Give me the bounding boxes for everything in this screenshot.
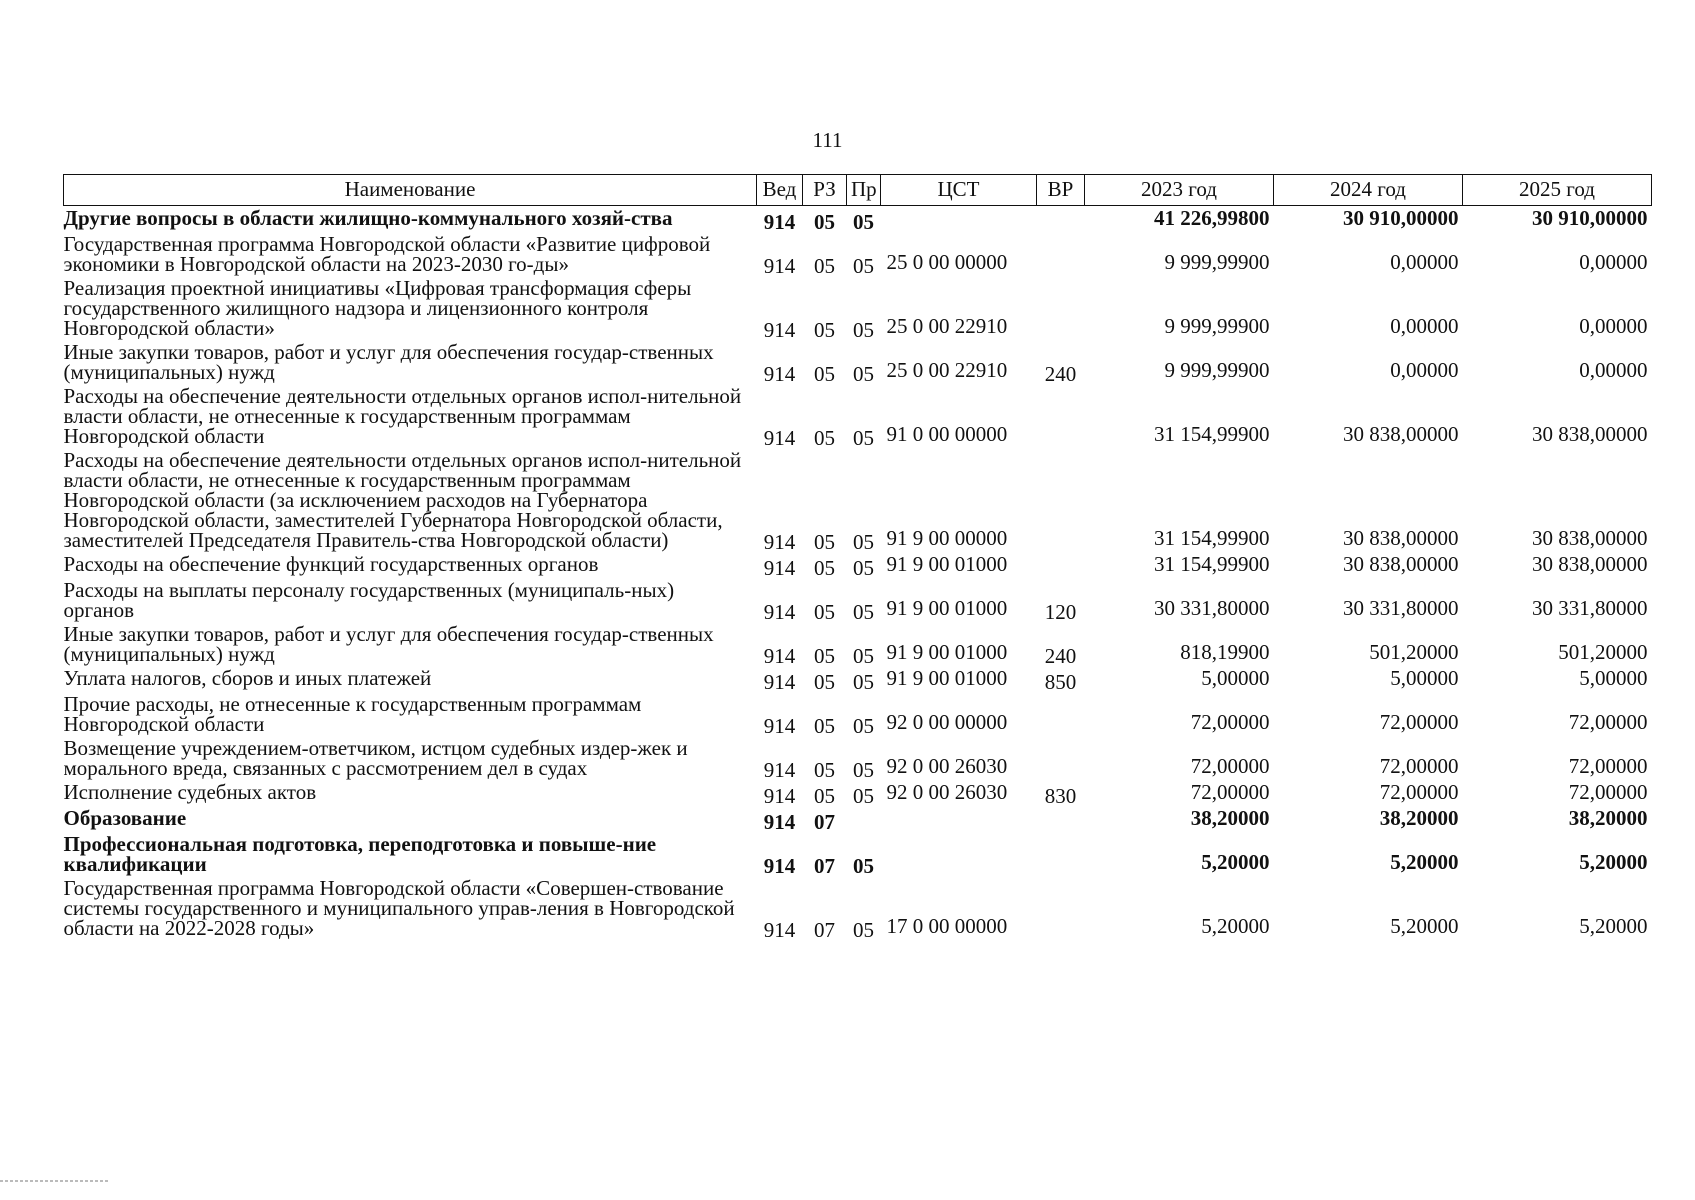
row-rz: 07 [814, 810, 835, 834]
row-2023: 72,00000 [1190, 754, 1270, 778]
row-2025: 0,00000 [1579, 314, 1648, 338]
row-cst: 91 0 00 00000 [886, 422, 1008, 446]
header-rz: РЗ [803, 175, 847, 206]
row-name: Другие вопросы в области жилищно-коммунального хозяй-ства [63, 206, 673, 230]
row-name: Образование [63, 806, 187, 830]
row-cst: 25 0 00 22910 [886, 358, 1008, 382]
row-pr: 05 [853, 210, 874, 234]
row-vr [1037, 552, 1085, 578]
row-ved: 914 [763, 784, 796, 808]
table-row [64, 578, 1652, 622]
row-vr [1037, 206, 1085, 233]
row-ved: 914 [763, 600, 796, 624]
row-2023: 9 999,99900 [1164, 314, 1270, 338]
table-row [64, 736, 1652, 780]
row-vr [1037, 232, 1085, 276]
table-row [64, 340, 1652, 384]
row-pr: 05 [853, 254, 874, 278]
header-ved: Вед [757, 175, 803, 206]
table-row [64, 384, 1652, 448]
row-cst: 92 0 00 00000 [886, 710, 1008, 734]
row-name: Иные закупки товаров, работ и услуг для обеспечения государ-ственных (муниципальных) нужд [63, 340, 714, 384]
row-2025: 30 838,00000 [1532, 422, 1648, 446]
row-cst: 91 9 00 01000 [886, 666, 1008, 690]
row-vr [1037, 448, 1085, 552]
row-pr: 05 [853, 758, 874, 782]
row-rz: 05 [814, 644, 835, 668]
scan-artifact [0, 1180, 110, 1182]
table-row [64, 448, 1652, 552]
row-2025: 5,20000 [1579, 850, 1648, 874]
row-2024: 0,00000 [1390, 250, 1459, 274]
row-cst [881, 832, 1037, 876]
header-name: Наименование [64, 175, 757, 206]
row-ved: 914 [763, 758, 796, 782]
row-ved: 914 [763, 210, 796, 234]
row-2024: 5,20000 [1390, 850, 1459, 874]
budget-table [63, 174, 1652, 940]
row-2024: 5,20000 [1390, 914, 1459, 938]
row-pr: 05 [853, 784, 874, 808]
row-name: Возмещение учреждением-ответчиком, истцом судебных издер-жек и морального вреда, связанных с рассмотрением дел в судах [63, 736, 688, 780]
row-rz: 05 [814, 556, 835, 580]
row-name: Иные закупки товаров, работ и услуг для обеспечения государ-ственных (муниципальных) нужд [63, 622, 714, 666]
row-name: Профессиональная подготовка, переподготовка и повыше-ние квалификации [63, 832, 657, 876]
row-cst: 25 0 00 22910 [886, 314, 1008, 338]
row-name: Уплата налогов, сборов и иных платежей [63, 666, 432, 690]
row-2025: 5,20000 [1579, 914, 1648, 938]
row-2023: 41 226,99800 [1154, 206, 1270, 230]
header-cst: ЦСТ [881, 175, 1037, 206]
row-2025: 30 910,00000 [1532, 206, 1648, 230]
row-2023: 72,00000 [1190, 780, 1270, 804]
row-pr: 05 [853, 318, 874, 342]
row-2025: 30 838,00000 [1532, 526, 1648, 550]
row-cst: 91 9 00 00000 [886, 526, 1008, 550]
row-2023: 31 154,99900 [1154, 552, 1270, 576]
row-vr [1037, 384, 1085, 448]
row-2023: 38,20000 [1190, 806, 1270, 830]
row-pr: 05 [853, 426, 874, 450]
row-pr: 05 [853, 362, 874, 386]
row-vr: 120 [1044, 600, 1077, 624]
header-vr: ВР [1037, 175, 1085, 206]
row-ved: 914 [763, 670, 796, 694]
table-body [64, 206, 1652, 941]
table-row [64, 780, 1652, 806]
row-2024: 72,00000 [1379, 754, 1459, 778]
header-2025: 2025 год [1463, 175, 1652, 206]
row-2025: 30 331,80000 [1532, 596, 1648, 620]
row-2025: 72,00000 [1568, 754, 1648, 778]
row-pr: 05 [853, 918, 874, 942]
row-pr: 05 [853, 530, 874, 554]
row-2024: 501,20000 [1369, 640, 1459, 664]
row-cst [881, 806, 1037, 832]
header-2023: 2023 год [1085, 175, 1274, 206]
table-row [64, 832, 1652, 876]
row-vr: 830 [1044, 784, 1077, 808]
row-cst: 92 0 00 26030 [886, 780, 1008, 804]
row-2023: 30 331,80000 [1154, 596, 1270, 620]
row-name: Реализация проектной инициативы «Цифровая трансформация сферы государственного жилищного надзора и лицензионного контроля Новгородской области» [63, 276, 692, 340]
table-row [64, 206, 1652, 233]
row-ved: 914 [763, 530, 796, 554]
table-row [64, 806, 1652, 832]
row-vr: 240 [1044, 362, 1077, 386]
row-2024: 0,00000 [1390, 358, 1459, 382]
row-2023: 31 154,99900 [1154, 422, 1270, 446]
row-2025: 38,20000 [1568, 806, 1648, 830]
row-pr: 05 [853, 670, 874, 694]
row-2023: 9 999,99900 [1164, 358, 1270, 382]
table-row [64, 692, 1652, 736]
row-cst [881, 206, 1037, 233]
row-pr: 05 [853, 714, 874, 738]
row-name: Расходы на обеспечение деятельности отдельных органов испол-нительной власти области, не отнесенные к государственным программам Новгородской области (за исключением расходов на Губернатора Новгородской области, заместителей Губернатора Новгородской области, заместителей Председателя Правитель-ства Новгородской области) [63, 448, 742, 552]
row-2024: 30 838,00000 [1343, 552, 1459, 576]
row-2024: 38,20000 [1379, 806, 1459, 830]
row-2023: 818,19900 [1180, 640, 1270, 664]
row-cst: 17 0 00 00000 [886, 914, 1008, 938]
row-name: Расходы на выплаты персоналу государственных (муниципаль-ных) органов [63, 578, 675, 622]
table-row [64, 876, 1652, 940]
row-rz: 05 [814, 362, 835, 386]
row-vr: 240 [1044, 644, 1077, 668]
row-ved: 914 [763, 318, 796, 342]
row-pr: 05 [853, 644, 874, 668]
row-rz: 05 [814, 530, 835, 554]
row-cst: 91 9 00 01000 [886, 640, 1008, 664]
row-ved: 914 [763, 918, 796, 942]
row-2023: 72,00000 [1190, 710, 1270, 734]
row-name: Расходы на обеспечение деятельности отдельных органов испол-нительной власти области, не отнесенные к государственным программам Новгородской области [63, 384, 742, 448]
row-cst: 91 9 00 01000 [886, 552, 1008, 576]
row-rz: 05 [814, 670, 835, 694]
row-2024: 5,00000 [1390, 666, 1459, 690]
row-name: Прочие расходы, не отнесенные к государственным программам Новгородской области [63, 692, 642, 736]
row-2024: 30 838,00000 [1343, 422, 1459, 446]
row-name: Расходы на обеспечение функций государственных органов [63, 552, 599, 576]
row-2023: 5,00000 [1201, 666, 1270, 690]
header-pr: Пр [847, 175, 881, 206]
row-ved: 914 [763, 644, 796, 668]
row-2025: 72,00000 [1568, 710, 1648, 734]
row-2025: 0,00000 [1579, 358, 1648, 382]
row-pr: 05 [853, 854, 874, 878]
row-vr [1037, 806, 1085, 832]
row-vr [1037, 276, 1085, 340]
page-number: 111 [812, 128, 843, 152]
row-rz: 05 [814, 714, 835, 738]
row-ved: 914 [763, 254, 796, 278]
row-vr [1037, 736, 1085, 780]
row-2023: 9 999,99900 [1164, 250, 1270, 274]
row-2023: 5,20000 [1201, 850, 1270, 874]
row-pr: 05 [853, 600, 874, 624]
table-row [64, 622, 1652, 666]
row-rz: 05 [814, 426, 835, 450]
row-vr [1037, 692, 1085, 736]
row-ved: 914 [763, 854, 796, 878]
row-2025: 501,20000 [1558, 640, 1648, 664]
table-row [64, 552, 1652, 578]
table-header [64, 175, 1652, 206]
row-vr: 850 [1044, 670, 1077, 694]
row-2024: 72,00000 [1379, 710, 1459, 734]
row-pr: 05 [853, 556, 874, 580]
row-rz: 05 [814, 254, 835, 278]
row-ved: 914 [763, 426, 796, 450]
row-2024: 72,00000 [1379, 780, 1459, 804]
row-2025: 0,00000 [1579, 250, 1648, 274]
row-2023: 31 154,99900 [1154, 526, 1270, 550]
row-ved: 914 [763, 556, 796, 580]
row-rz: 05 [814, 210, 835, 234]
row-2024: 30 331,80000 [1343, 596, 1459, 620]
row-ved: 914 [763, 714, 796, 738]
row-2024: 30 910,00000 [1343, 206, 1459, 230]
row-2025: 5,00000 [1579, 666, 1648, 690]
row-ved: 914 [763, 362, 796, 386]
header-2024: 2024 год [1274, 175, 1463, 206]
row-rz: 07 [814, 854, 835, 878]
table-row [64, 232, 1652, 276]
row-2024: 30 838,00000 [1343, 526, 1459, 550]
row-rz: 05 [814, 758, 835, 782]
row-cst: 91 9 00 01000 [886, 596, 1008, 620]
row-rz: 05 [814, 318, 835, 342]
table-row [64, 276, 1652, 340]
row-ved: 914 [763, 810, 796, 834]
row-pr [847, 806, 881, 832]
row-name: Исполнение судебных актов [63, 780, 317, 804]
row-vr [1037, 832, 1085, 876]
row-cst: 25 0 00 00000 [886, 250, 1008, 274]
row-2024: 0,00000 [1390, 314, 1459, 338]
row-cst: 92 0 00 26030 [886, 754, 1008, 778]
row-rz: 05 [814, 600, 835, 624]
row-2025: 30 838,00000 [1532, 552, 1648, 576]
table-row [64, 666, 1652, 692]
row-rz: 07 [814, 918, 835, 942]
row-2023: 5,20000 [1201, 914, 1270, 938]
row-name: Государственная программа Новгородской области «Развитие цифровой экономики в Новгородской области на 2023-2030 го-ды» [63, 232, 711, 276]
row-name: Государственная программа Новгородской области «Совершен-ствование системы государственного и муниципального управ-ления в Новгородской области на 2022-2028 годы» [63, 876, 735, 940]
row-vr [1037, 876, 1085, 940]
row-rz: 05 [814, 784, 835, 808]
row-2025: 72,00000 [1568, 780, 1648, 804]
